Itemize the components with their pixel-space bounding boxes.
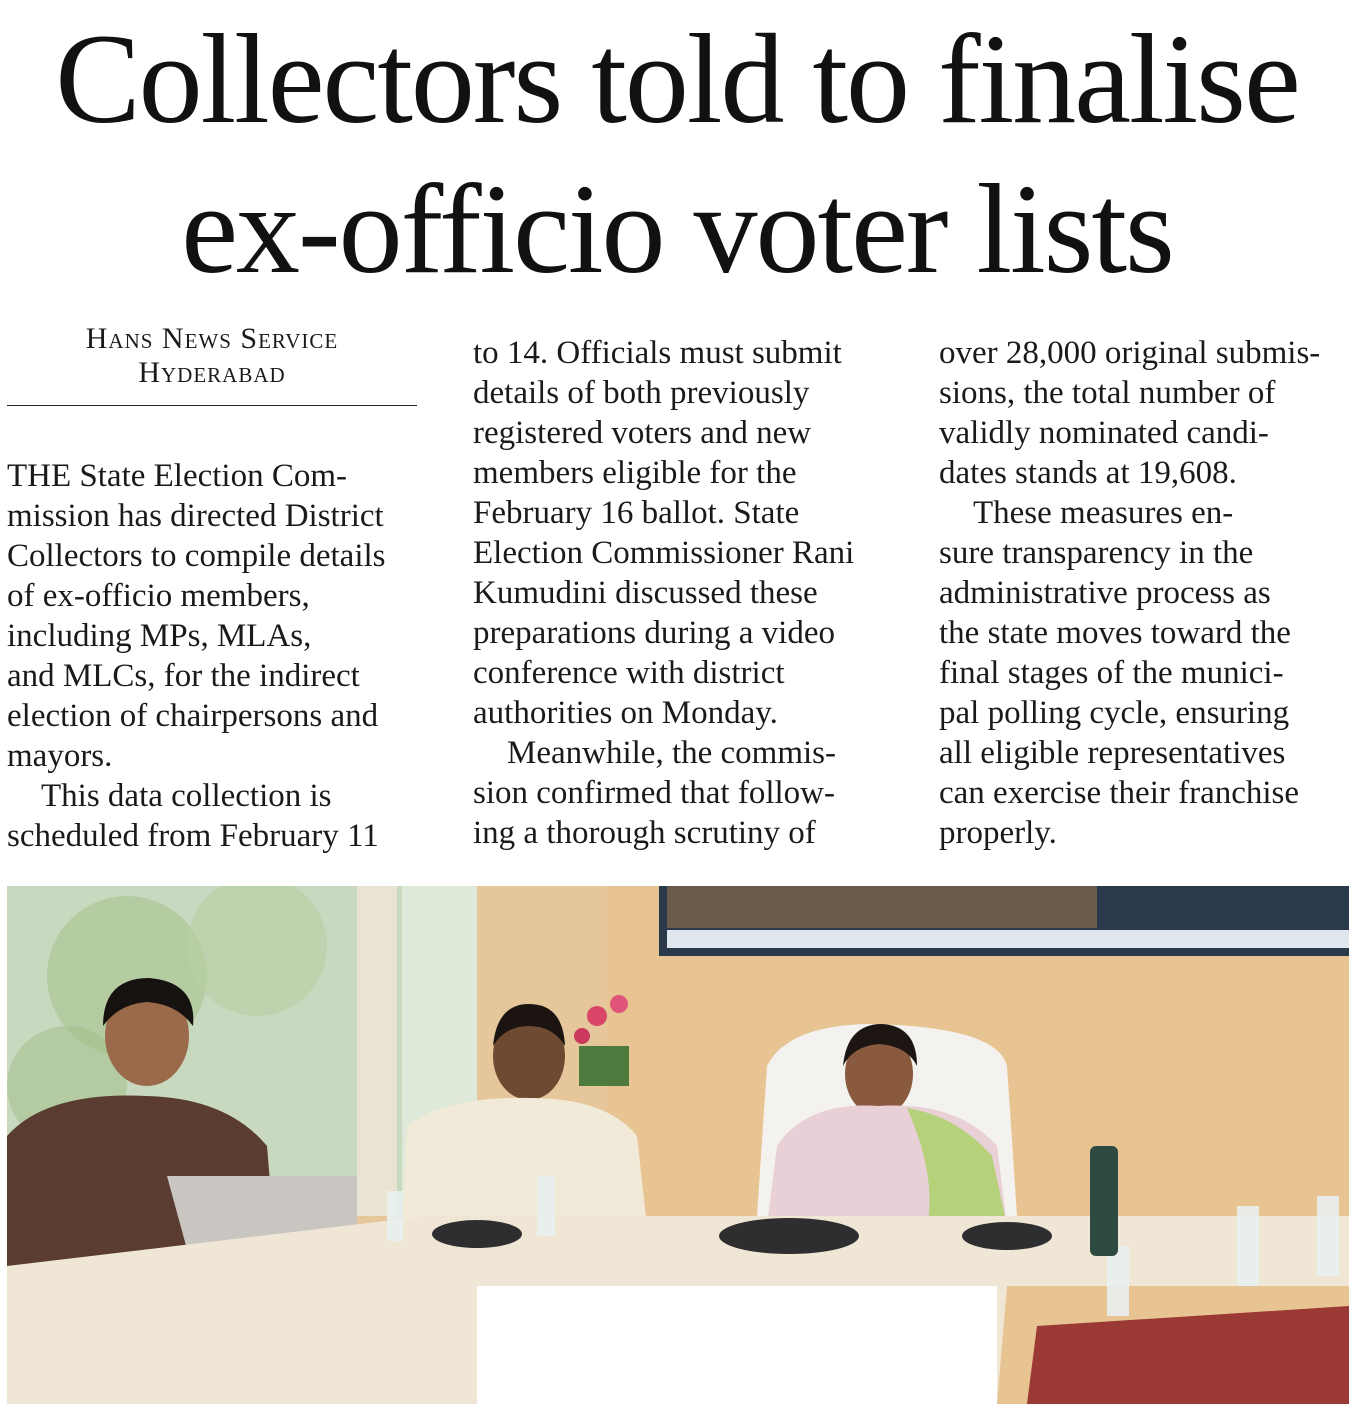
photo-water-bottle bbox=[1107, 1246, 1129, 1316]
photo-flower bbox=[610, 995, 628, 1013]
photo-flower-pot bbox=[579, 1046, 629, 1086]
headline-line-2: ex-officio voter lists bbox=[181, 158, 1173, 300]
photo-water-bottle bbox=[1237, 1206, 1259, 1286]
photo-man-shirt bbox=[402, 1098, 647, 1226]
body-line: ing a thorough scrutiny of bbox=[473, 815, 816, 851]
body-line: the state moves toward the bbox=[939, 615, 1291, 651]
body-line: THE State Election Com- bbox=[7, 458, 348, 494]
body-line: details of both previously bbox=[473, 375, 810, 411]
body-line: properly. bbox=[939, 815, 1057, 851]
body-line: conference with district bbox=[473, 655, 785, 691]
meeting-photo-illustration bbox=[7, 886, 1349, 1404]
body-line: validly nominated candi- bbox=[939, 415, 1269, 451]
photo-flask bbox=[1090, 1146, 1118, 1256]
body-line: final stages of the munici- bbox=[939, 655, 1284, 691]
body-line: of ex-officio members, bbox=[7, 578, 310, 614]
body-line: This data collection is bbox=[41, 778, 332, 814]
article-column-3 bbox=[939, 333, 1349, 853]
photo-flower bbox=[574, 1028, 590, 1044]
body-line: sion confirmed that follow- bbox=[473, 775, 836, 811]
body-line: mission has directed District bbox=[7, 498, 384, 534]
body-line: including MPs, MLAs, bbox=[7, 618, 312, 654]
body-line: dates stands at 19,608. bbox=[939, 455, 1237, 491]
body-line: Election Commissioner Rani bbox=[473, 535, 855, 571]
body-line: Meanwhile, the commis- bbox=[507, 735, 837, 771]
photo-water-bottle bbox=[537, 1176, 555, 1236]
body-line: mayors. bbox=[7, 738, 113, 774]
headline bbox=[0, 4, 1354, 304]
photo-tv-content bbox=[667, 886, 1097, 928]
photo-conference-speaker bbox=[432, 1220, 522, 1248]
photo-conference-speaker bbox=[962, 1222, 1052, 1250]
photo-water-bottle bbox=[1317, 1196, 1339, 1276]
body-line: preparations during a video bbox=[473, 615, 835, 651]
byline-divider bbox=[7, 405, 417, 406]
body-line: election of chairpersons and bbox=[7, 698, 379, 734]
photo-flower bbox=[587, 1006, 607, 1026]
photo-window-frame bbox=[357, 886, 397, 1216]
article-column-1 bbox=[7, 322, 417, 856]
photo-table-front bbox=[477, 1286, 997, 1404]
photo-water-bottle bbox=[387, 1191, 403, 1241]
body-line: all eligible representatives bbox=[939, 735, 1286, 771]
byline-agency: Hans News Service bbox=[85, 322, 339, 355]
body-line: Kumudini discussed these bbox=[473, 575, 818, 611]
body-line: sions, the total number of bbox=[939, 375, 1276, 411]
body-line: sure transparency in the bbox=[939, 535, 1254, 571]
body-line: February 16 ballot. State bbox=[473, 495, 800, 531]
photo-conference-speaker bbox=[719, 1218, 859, 1254]
byline bbox=[7, 322, 417, 390]
body-line: and MLCs, for the indirect bbox=[7, 658, 360, 694]
body-line: pal polling cycle, ensuring bbox=[939, 695, 1290, 731]
photo-tv-taskbar bbox=[667, 930, 1349, 948]
body-line: These measures en- bbox=[973, 495, 1234, 531]
body-line: Collectors to compile details bbox=[7, 538, 386, 574]
body-line: members eligible for the bbox=[473, 455, 797, 491]
body-line: registered voters and new bbox=[473, 415, 812, 451]
body-line: scheduled from February 11 bbox=[7, 818, 379, 854]
body-line: over 28,000 original submis- bbox=[939, 335, 1321, 371]
body-line: administrative process as bbox=[939, 575, 1271, 611]
byline-location: Hyderabad bbox=[138, 356, 286, 389]
body-line: can exercise their franchise bbox=[939, 775, 1300, 811]
body-line: to 14. Officials must submit bbox=[473, 335, 842, 371]
meeting-photo bbox=[7, 886, 1349, 1404]
article-column-2 bbox=[473, 333, 893, 853]
headline-line-1: Collectors told to finalise bbox=[55, 8, 1299, 150]
body-line: authorities on Monday. bbox=[473, 695, 778, 731]
